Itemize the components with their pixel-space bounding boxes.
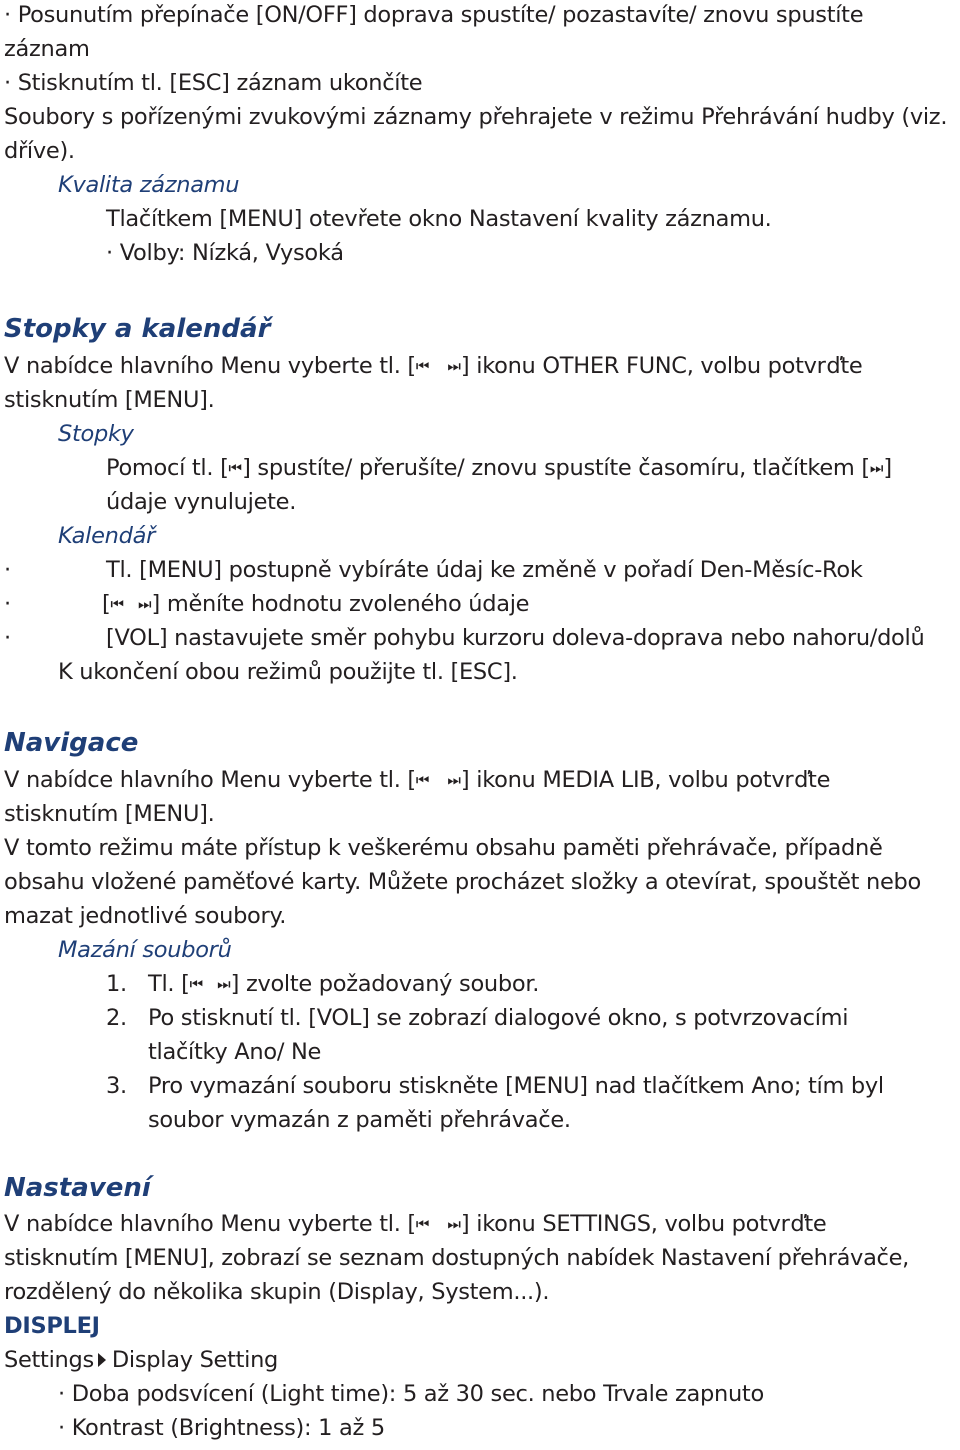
settings-line-1-a: V nabídce hlavního Menu vyberte tl. [: [4, 1211, 416, 1237]
stopky-line-1: [106, 451, 892, 485]
display-subheading: DISPLEJ: [4, 1313, 100, 1339]
kal-line-2-a: [: [102, 591, 111, 617]
next-track-icon: ⏭: [217, 975, 231, 993]
stopwatch-heading: Stopky a kalendář: [4, 314, 271, 344]
kal-bullet-3: ·: [4, 625, 11, 651]
stopky-line-1-c: ]: [883, 455, 892, 481]
stopky-line-1-b: ] spustíte/ přerušíte/ znovu spustíte časomíru, tlačítkem [: [242, 455, 870, 481]
step-number: 1.: [106, 971, 127, 997]
next-track-icon: ⏭: [447, 1215, 461, 1233]
next-track-icon: ⏭: [138, 595, 152, 613]
settings-line-1-b: ] ikonu SETTINGS, volbu potvrďte: [460, 1211, 827, 1237]
kal-line-1: Tl. [MENU] postupně vybíráte údaj ke změně v pořadí Den-Měsíc-Rok: [106, 557, 863, 583]
settings-path-b: Display Setting: [111, 1347, 279, 1373]
display-option-1: · Doba podsvícení (Light time): 5 až 30 sec. nebo Trvale zapnuto: [58, 1381, 764, 1407]
delete-step-2-line-2: tlačítky Ano/ Ne: [148, 1039, 322, 1065]
settings-line-1: [4, 1207, 826, 1241]
rec-line-4: Soubory s pořízenými zvukovými záznamy přehrajete v režimu Přehrávání hudby (viz.: [4, 104, 948, 130]
next-track-icon: ⏭: [447, 771, 461, 789]
prev-track-icon: ⏮: [415, 357, 430, 375]
stopwatch-line-2: stisknutím [MENU].: [4, 387, 215, 413]
prev-track-icon: ⏮: [415, 1215, 430, 1233]
kalendar-subheading: Kalendář: [58, 523, 156, 549]
nav-line-2: stisknutím [MENU].: [4, 801, 215, 827]
stopky-line-1-a: Pomocí tl. [: [106, 455, 229, 481]
kal-bullet-1: ·: [4, 557, 11, 583]
stopky-subheading: Stopky: [58, 421, 134, 447]
stopwatch-line-1-a: V nabídce hlavního Menu vyberte tl. [: [4, 353, 416, 379]
step-number: 3.: [106, 1073, 127, 1099]
quality-line-1: Tlačítkem [MENU] otevřete okno Nastavení kvality záznamu.: [106, 206, 772, 232]
kal-line-3: [VOL] nastavujete směr pohybu kurzoru doleva-doprava nebo nahoru/dolů: [106, 625, 925, 651]
stopwatch-line-1: [4, 349, 862, 383]
stopky-line-2: údaje vynulujete.: [106, 489, 297, 515]
nav-line-1-b: ] ikonu MEDIA LIB, volbu potvrďte: [460, 767, 831, 793]
nav-line-1-a: V nabídce hlavního Menu vyberte tl. [: [4, 767, 416, 793]
delete-step-3: [106, 1069, 884, 1103]
delete-step-2-line-1: Po stisknutí tl. [VOL] se zobrazí dialogové okno, s potvrzovacími: [148, 1005, 849, 1031]
rec-line-2: záznam: [4, 36, 90, 62]
next-track-icon: ⏭: [869, 459, 884, 477]
rec-line-5: dříve).: [4, 138, 75, 164]
quality-subheading: Kvalita záznamu: [58, 172, 240, 198]
settings-line-3: rozdělený do několika skupin (Display, System...).: [4, 1279, 550, 1305]
nav-line-5: mazat jednotlivé soubory.: [4, 903, 287, 929]
prev-track-icon: ⏮: [415, 771, 430, 789]
next-track-icon: ⏭: [447, 357, 461, 375]
settings-heading: Nastavení: [4, 1173, 151, 1203]
arrow-right-icon: [98, 1353, 106, 1367]
delete-step-1: [106, 967, 539, 1001]
stopwatch-line-1-b: ] ikonu OTHER FUNC, volbu potvrďte: [460, 353, 863, 379]
delete-step-3-line-1: Pro vymazání souboru stiskněte [MENU] nad tlačítkem Ano; tím byl: [148, 1073, 884, 1099]
kal-line-4: K ukončení obou režimů použijte tl. [ESC].: [58, 659, 518, 685]
settings-path: [4, 1343, 278, 1377]
nav-line-3: V tomto režimu máte přístup k veškerému obsahu paměti přehrávače, případně: [4, 835, 883, 861]
prev-track-icon: ⏮: [110, 595, 124, 613]
delete-step-3-line-2: soubor vymazán z paměti přehrávače.: [148, 1107, 571, 1133]
kal-line-2-b: ] měníte hodnotu zvoleného údaje: [151, 591, 530, 617]
delete-step-2: [106, 1001, 848, 1035]
kal-line-2: [102, 587, 529, 621]
rec-line-3: · Stisknutím tl. [ESC] záznam ukončíte: [4, 70, 423, 96]
display-option-2: · Kontrast (Brightness): 1 až 5: [58, 1415, 385, 1441]
navigation-heading: Navigace: [4, 728, 139, 758]
kal-bullet-2: ·: [4, 591, 11, 617]
delete-step-1-b: ] zvolte požadovaný soubor.: [230, 971, 540, 997]
delete-step-1-a: Tl. [: [148, 971, 190, 997]
nav-line-1: [4, 763, 830, 797]
prev-track-icon: ⏮: [189, 975, 204, 993]
step-number: 2.: [106, 1005, 127, 1031]
prev-track-icon: ⏮: [228, 459, 243, 477]
delete-subheading: Mazání souborů: [58, 937, 232, 963]
settings-path-a: Settings: [4, 1347, 94, 1373]
nav-line-4: obsahu vložené paměťové karty. Můžete procházet složky a otevírat, spouštět nebo: [4, 869, 921, 895]
rec-line-1: · Posunutím přepínače [ON/OFF] doprava spustíte/ pozastavíte/ znovu spustíte: [4, 2, 864, 28]
quality-line-2: · Volby: Nízká, Vysoká: [106, 240, 344, 266]
settings-line-2: stisknutím [MENU], zobrazí se seznam dostupných nabídek Nastavení přehrávače,: [4, 1245, 910, 1271]
